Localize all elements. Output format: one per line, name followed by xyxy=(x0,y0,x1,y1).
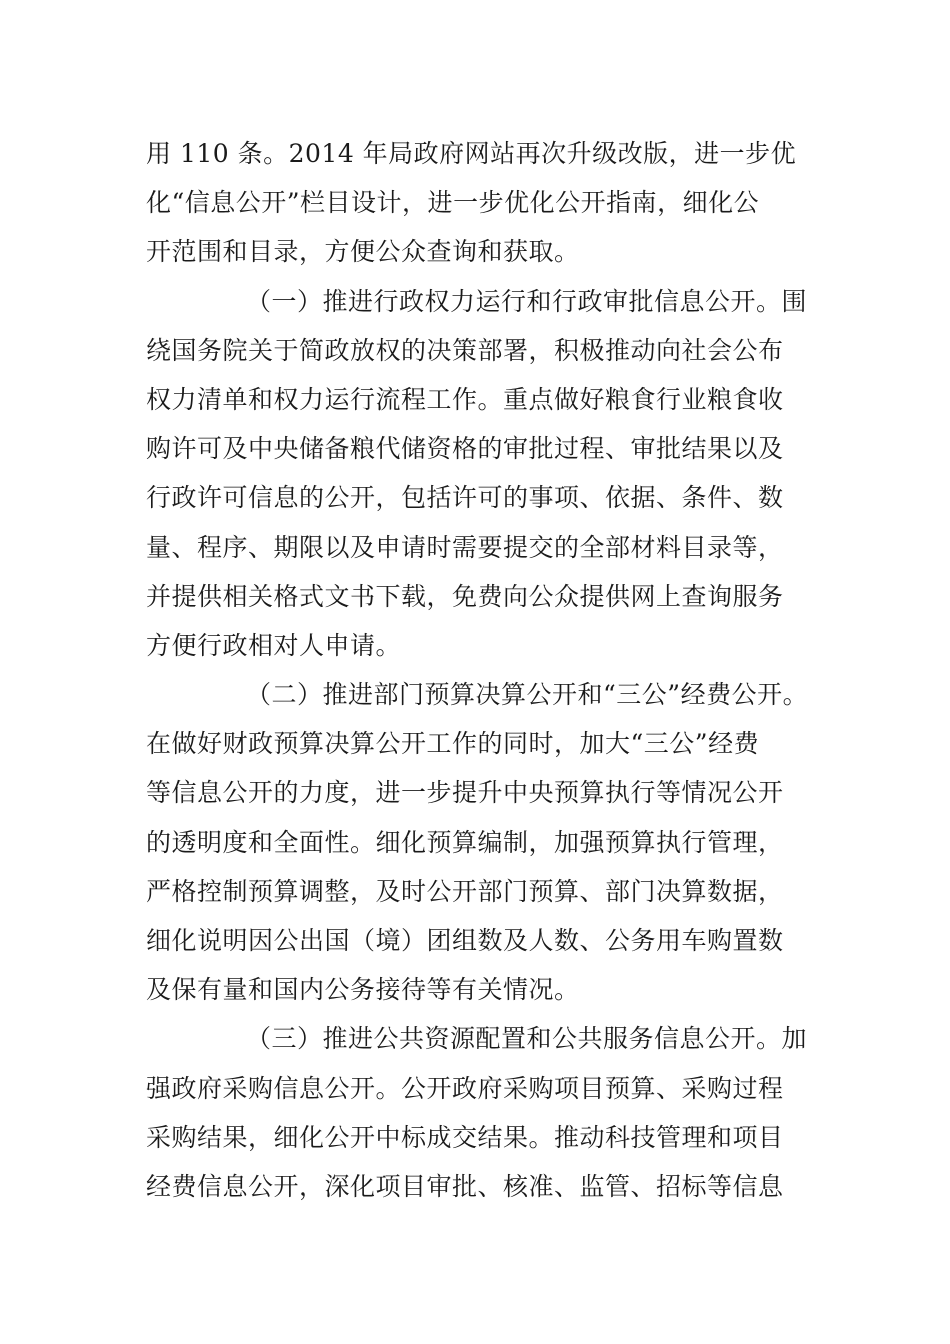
text-line: 量、程序、期限以及申请时需要提交的全部材料目录等， xyxy=(146,532,784,562)
text-line: 的透明度和全面性。细化预算编制，加强预算执行管理， xyxy=(146,827,784,857)
text-line: 行政许可信息的公开，包括许可的事项、依据、条件、数 xyxy=(146,483,784,513)
text-line: 权力清单和权力运行流程工作。重点做好粮食行业粮食收 xyxy=(146,384,784,414)
text-line: 强政府采购信息公开。公开政府采购项目预算、采购过程 xyxy=(146,1073,784,1103)
text-line: 及保有量和国内公务接待等有关情况。 xyxy=(146,975,580,1005)
section-heading-line: （二）推进部门预算决算公开和“三公”经费公开。 xyxy=(246,680,809,710)
text-line: 方便行政相对人申请。 xyxy=(146,630,402,660)
text-line: 用 110 条。2014 年局政府网站再次升级改版，进一步优 xyxy=(146,139,797,168)
section-heading-line: （三）推进公共资源配置和公共服务信息公开。加 xyxy=(246,1024,808,1054)
section-heading-line: （一）推进行政权力运行和行政审批信息公开。围 xyxy=(246,286,808,316)
text-line: 绕国务院关于简政放权的决策部署，积极推动向社会公布 xyxy=(146,335,784,365)
text-line: 购许可及中央储备粮代储资格的审批过程、审批结果以及 xyxy=(146,434,784,464)
text-line: 并提供相关格式文书下载，免费向公众提供网上查询服务 xyxy=(146,581,784,611)
text-line: 经费信息公开，深化项目审批、核准、监管、招标等信息 xyxy=(146,1171,784,1201)
document-body xyxy=(146,129,826,1211)
text-line: 等信息公开的力度，进一步提升中央预算执行等情况公开 xyxy=(146,778,784,808)
text-line: 化“信息公开”栏目设计，进一步优化公开指南，细化公 xyxy=(146,188,760,218)
text-line: 在做好财政预算决算公开工作的同时，加大“三公”经费 xyxy=(146,729,760,759)
text-line: 采购结果，细化公开中标成交结果。推动科技管理和项目 xyxy=(146,1122,784,1152)
text-line: 开范围和目录，方便公众查询和获取。 xyxy=(146,237,580,267)
text-line: 细化说明因公出国（境）团组数及人数、公务用车购置数 xyxy=(146,926,784,955)
text-line: 严格控制预算调整，及时公开部门预算、部门决算数据， xyxy=(146,876,784,906)
